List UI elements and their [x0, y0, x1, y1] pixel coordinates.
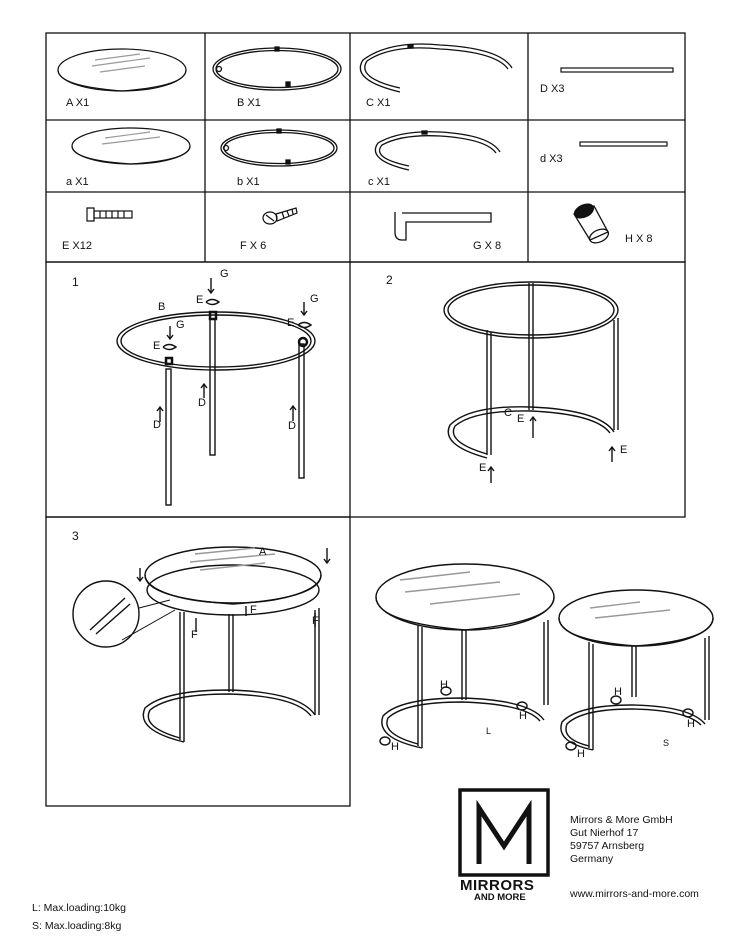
- part-a-small-glass: [72, 128, 190, 164]
- part-label-f: F X 6: [240, 240, 267, 252]
- company-country: Germany: [570, 853, 614, 865]
- part-label-d: D X3: [540, 83, 565, 95]
- part-c-small-arc: [375, 131, 500, 170]
- step3-drawing: [73, 547, 330, 742]
- step1-label-g3: G: [176, 319, 185, 331]
- step1-label-e1: E: [196, 294, 204, 306]
- final-label-h4: H: [614, 686, 622, 698]
- step2-label-e2: E: [479, 462, 487, 474]
- step2-label-e1: E: [517, 413, 525, 425]
- step1-label-d1: D: [153, 419, 161, 431]
- part-label-e: E X12: [62, 240, 92, 252]
- step2-drawing: [444, 282, 618, 483]
- final-label-large: L: [486, 726, 492, 736]
- part-label-b-small: b X1: [237, 176, 260, 188]
- part-b-top-ring: [213, 47, 341, 90]
- part-label-c-small: c X1: [368, 176, 391, 188]
- company-city: 59757 Arnsberg: [570, 840, 645, 852]
- final-label-h6: H: [577, 748, 585, 760]
- part-e-bolt: [87, 208, 132, 221]
- part-a-glass-top: [58, 49, 186, 91]
- mirrors-and-more-logo: [460, 790, 548, 875]
- step1-label-g2: G: [310, 293, 319, 305]
- final-label-h5: H: [687, 718, 695, 730]
- final-assembled-drawing: [376, 564, 713, 750]
- part-label-a-small: a X1: [66, 176, 89, 188]
- step1-label-d3: D: [288, 420, 296, 432]
- company-website[interactable]: www.mirrors-and-more.com: [570, 888, 699, 900]
- company-street: Gut Nierhof 17: [570, 827, 639, 839]
- max-loading-small: S: Max.loading:8kg: [32, 920, 122, 932]
- final-label-h3: H: [391, 741, 399, 753]
- step1-label-e3: E: [153, 340, 161, 352]
- part-label-d-small: d X3: [540, 153, 563, 165]
- step3-label-f2: F: [250, 604, 257, 616]
- part-label-c: C X1: [366, 97, 391, 109]
- step1-label-e2: E: [287, 317, 295, 329]
- step3-label-f1: F: [191, 629, 198, 641]
- part-h-foot-cap: [572, 201, 610, 245]
- final-label-h1: H: [440, 679, 448, 691]
- part-c-bottom-arc: [360, 44, 512, 92]
- company-name: Mirrors & More GmbH: [570, 814, 673, 826]
- step3-label-a: A: [259, 546, 267, 558]
- step3-label-f3: F: [312, 615, 319, 627]
- step1-label-d2: D: [198, 397, 206, 409]
- part-b-small-ring: [221, 129, 337, 166]
- part-label-b: B X1: [237, 97, 261, 109]
- step1-label-g1: G: [220, 268, 229, 280]
- part-f-screw: [263, 208, 297, 224]
- part-d-small-leg: [580, 142, 667, 146]
- step1-label-b: B: [158, 301, 166, 313]
- step-number-2: 2: [386, 273, 393, 287]
- final-label-small: S: [663, 738, 670, 748]
- step2-label-c: C: [504, 407, 512, 419]
- final-label-h2: H: [519, 710, 527, 722]
- step1-drawing: [117, 278, 315, 505]
- part-label-g: G X 8: [473, 240, 502, 252]
- part-d-leg: [561, 68, 673, 72]
- part-g-allen-key: [395, 212, 491, 240]
- company-address: [570, 814, 673, 866]
- part-label-a: A X1: [66, 97, 90, 109]
- max-loading-large: L: Max.loading:10kg: [32, 902, 126, 914]
- step-number-3: 3: [72, 529, 79, 543]
- logo-text-mirrors: MIRRORS: [460, 877, 535, 894]
- step-number-1: 1: [72, 275, 79, 289]
- logo-text-and-more: AND MORE: [474, 892, 526, 903]
- step2-label-e3: E: [620, 444, 628, 456]
- part-label-h: H X 8: [625, 233, 653, 245]
